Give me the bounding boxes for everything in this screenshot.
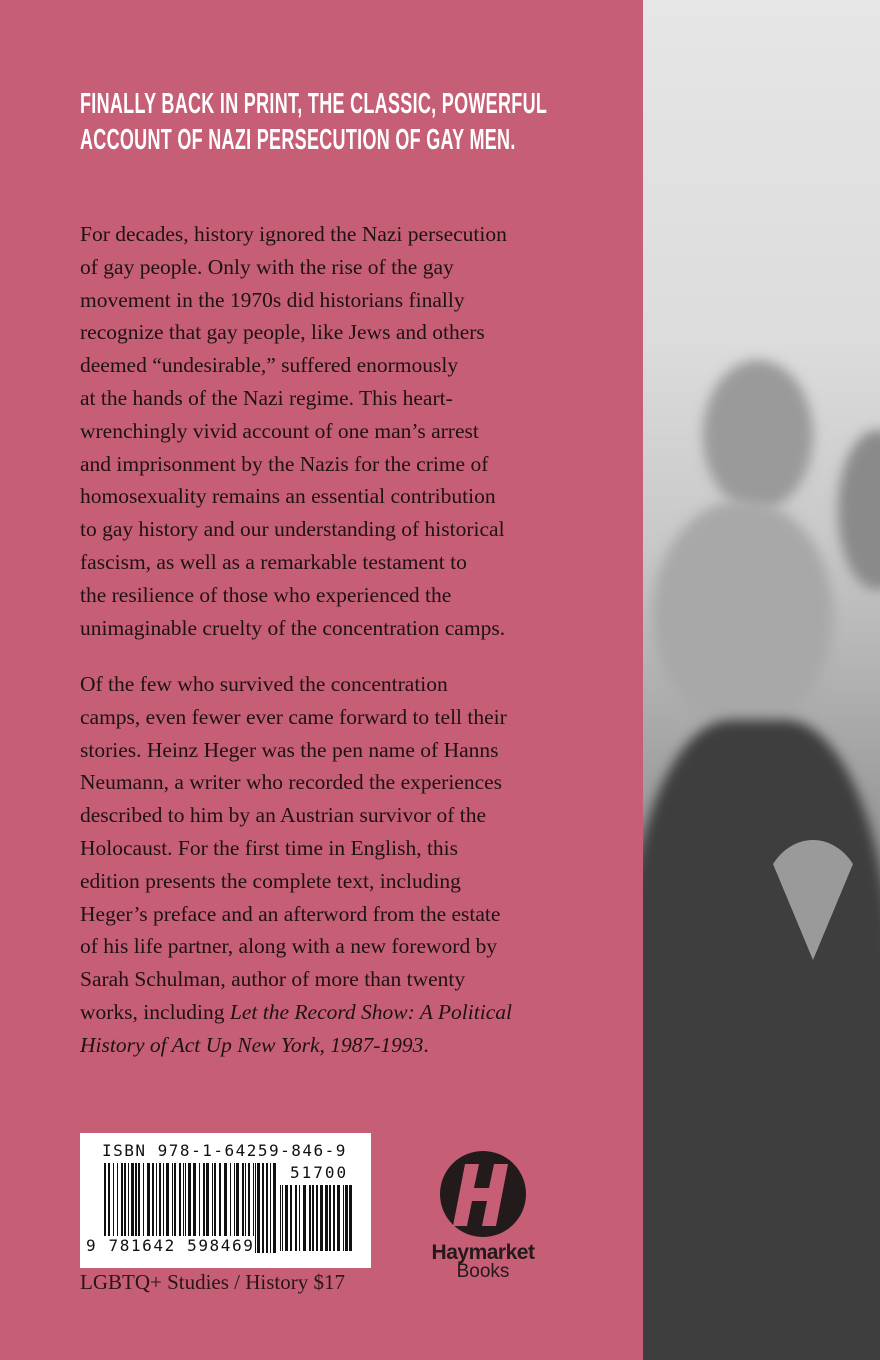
- text-line: at the hands of the Nazi regime. This heart-: [80, 385, 453, 410]
- text-line: Sarah Schulman, author of more than twenty: [80, 967, 466, 992]
- text-line: of his life partner, along with a new foreword by: [80, 934, 498, 959]
- barcode-bar: [290, 1185, 292, 1251]
- price-code: 51700: [290, 1163, 349, 1182]
- text-line: fascism, as well as a remarkable testament to: [80, 549, 467, 574]
- barcode-bar: [280, 1185, 281, 1251]
- text-line: Of the few who survived the concentration: [80, 672, 448, 696]
- text-line: Holocaust. For the first time in English, this: [80, 835, 459, 860]
- text-line: Neumann, a writer who recorded the experiences: [80, 770, 503, 795]
- barcode-bar: [255, 1163, 256, 1253]
- headline-line: ACCOUNT OF NAZI PERSECUTION OF GAY MEN.: [80, 124, 516, 156]
- text-line: For decades, history ignored the Nazi persecution: [80, 222, 507, 246]
- barcode-bar: [320, 1185, 323, 1251]
- text-line: described to him by an Austrian survivor of the: [80, 803, 487, 828]
- text-line: edition presents the complete text, including: [80, 868, 461, 893]
- text-line: homosexuality remains an essential contribution: [80, 484, 496, 509]
- book-title-italic: History of Act Up New York, 1987-1993: [80, 1032, 424, 1057]
- barcode-bar: [262, 1163, 264, 1253]
- book-title-italic: Let the Record Show: A Political: [229, 999, 512, 1024]
- ean-digits: 9 781642 598469: [86, 1236, 255, 1255]
- isbn-label: ISBN 978-1-64259-846-9: [102, 1141, 347, 1160]
- text-line: of gay people. Only with the rise of the gay: [80, 254, 454, 279]
- barcode-bar: [282, 1185, 283, 1251]
- description-paragraph-1: [80, 218, 507, 644]
- barcode-bar: [309, 1185, 311, 1251]
- barcode-bar: [299, 1185, 300, 1251]
- barcode-bar: [312, 1185, 314, 1251]
- barcode-bar: [337, 1185, 340, 1251]
- barcode-bar: [270, 1163, 271, 1253]
- barcode-bar: [343, 1185, 344, 1251]
- text-fragment: works, including: [80, 999, 230, 1024]
- barcode-bar: [285, 1185, 288, 1251]
- text-line: wrenchingly vivid account of one man’s arrest: [80, 418, 479, 443]
- headline: [80, 86, 547, 158]
- barcode-bar: [266, 1163, 268, 1253]
- text-line: to gay history and our understanding of historical: [80, 517, 505, 542]
- barcode-bar: [345, 1185, 348, 1251]
- publisher-name-line2: Books: [456, 1261, 510, 1282]
- barcode-bar: [316, 1185, 318, 1251]
- publisher-logo: [418, 1150, 548, 1283]
- text-line: unimaginable cruelty of the concentration camps.: [80, 615, 506, 640]
- isbn-barcode: [80, 1133, 371, 1268]
- barcode-bar: [257, 1163, 260, 1253]
- barcode-bar: [349, 1185, 352, 1251]
- barcode-bar: [329, 1185, 331, 1251]
- text-line: camps, even fewer ever came forward to tell their: [80, 704, 507, 729]
- text-line: [80, 996, 512, 1029]
- barcode-bar: [303, 1185, 306, 1251]
- headline-line: FINALLY BACK IN PRINT, THE CLASSIC, POWERFUL: [80, 88, 548, 120]
- category-price: LGBTQ+ Studies / History $17: [80, 1270, 346, 1294]
- text-line: stories. Heinz Heger was the pen name of Hanns: [80, 737, 499, 762]
- barcode-bar: [273, 1163, 276, 1253]
- text-line: Heger’s preface and an afterword from the estate: [80, 901, 501, 926]
- description-paragraph-2: [80, 668, 512, 1062]
- text-line: [80, 1029, 512, 1062]
- text-line: deemed “undesirable,” suffered enormously: [80, 353, 459, 378]
- barcode-bar: [333, 1185, 335, 1251]
- barcode-bar: [325, 1185, 328, 1251]
- publisher-name: Haymarket: [431, 1241, 535, 1264]
- text-line: and imprisonment by the Nazis for the crime of: [80, 451, 489, 476]
- text-line: recognize that gay people, like Jews and others: [80, 320, 485, 345]
- cover-photo: [643, 0, 880, 1360]
- haymarket-h-icon: [439, 1150, 527, 1238]
- text-line: movement in the 1970s did historians finally: [80, 287, 465, 312]
- barcode-bar: [295, 1185, 297, 1251]
- text-line: the resilience of those who experienced the: [80, 582, 452, 607]
- text-fragment: .: [423, 1032, 429, 1057]
